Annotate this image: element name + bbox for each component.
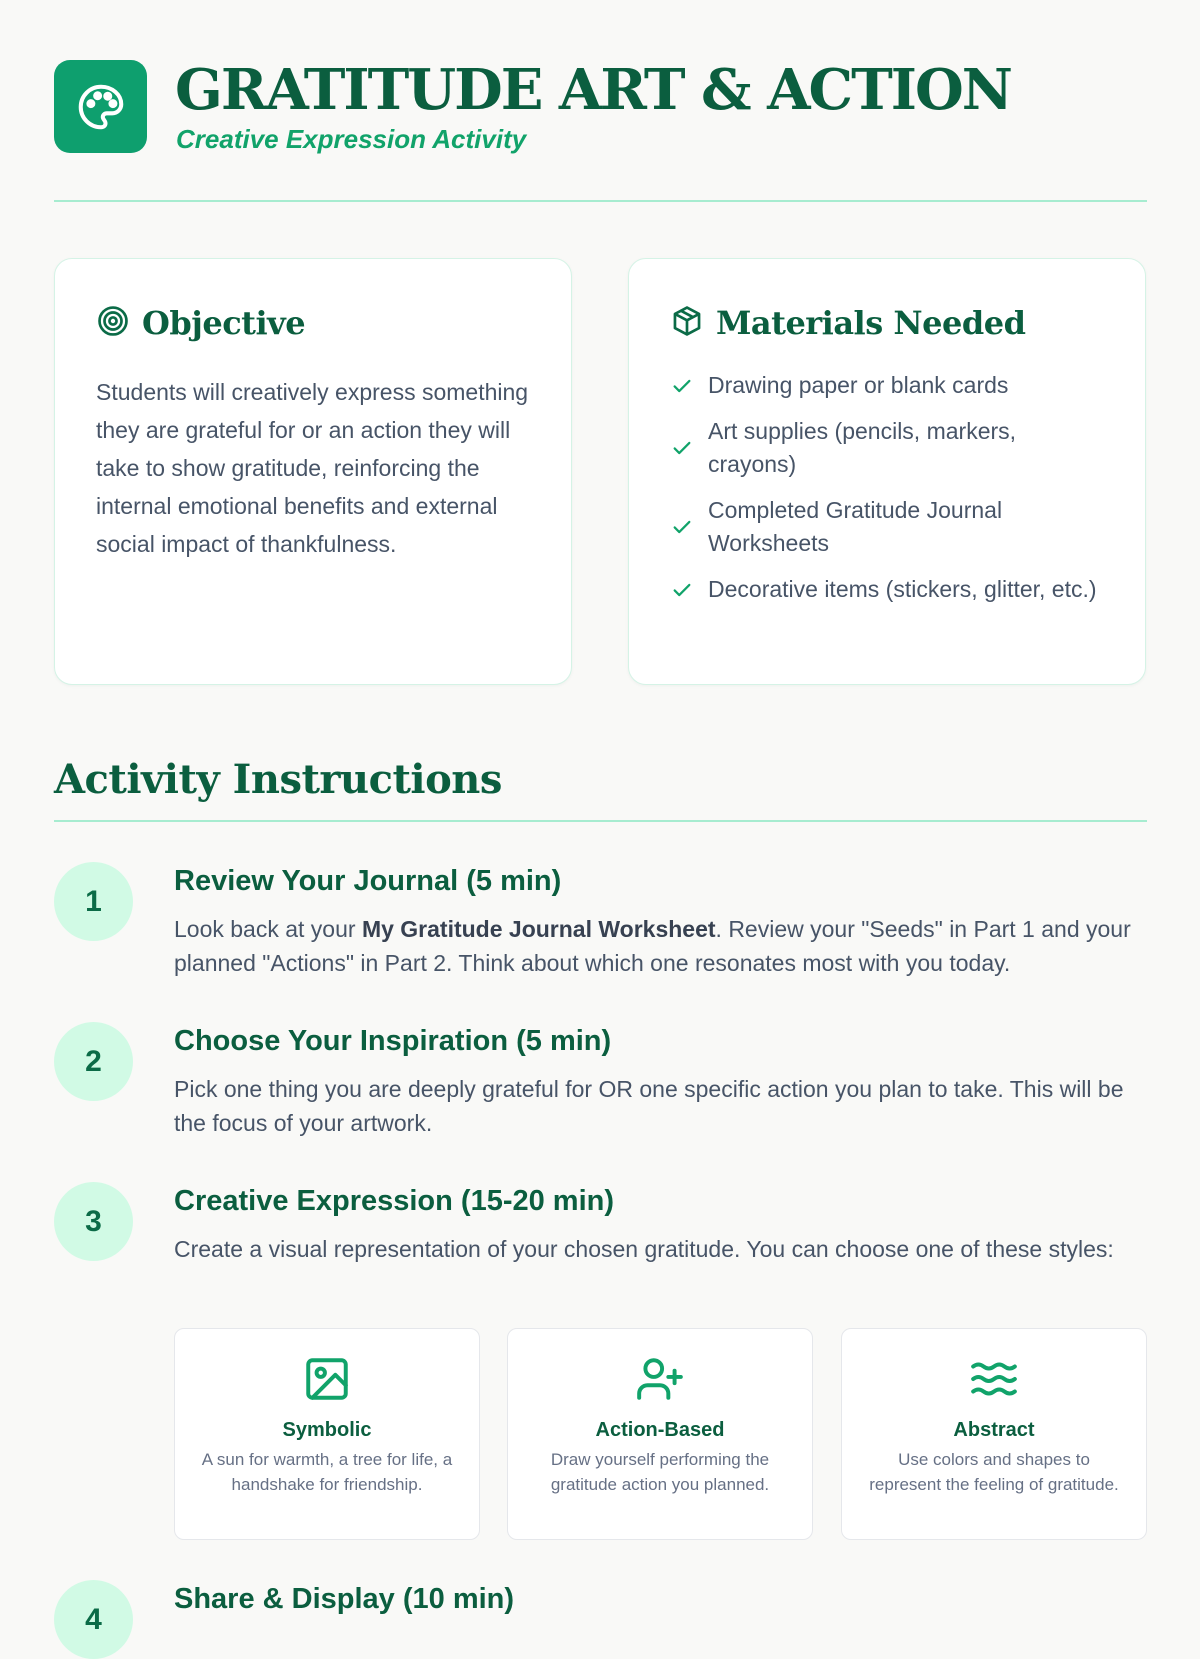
style-card-action-based: [507, 1328, 813, 1540]
materials-card: [628, 258, 1146, 685]
list-item: [670, 369, 1110, 402]
objective-text: Students will creatively express something they are grateful for or an action they will take to show gratitude, reinforcing the internal emotional benefits and external social impact of thankfulness.: [96, 379, 529, 557]
style-card-abstract: [841, 1328, 1147, 1540]
materials-header: [670, 303, 1025, 343]
step-number: 3: [54, 1182, 133, 1261]
check-icon: [670, 578, 694, 602]
step-number: 2: [54, 1022, 133, 1101]
material-label: Drawing paper or blank cards: [708, 372, 1009, 398]
step-number: 1: [54, 862, 133, 941]
style-name: Symbolic: [282, 1419, 372, 1441]
objective-header: [96, 303, 305, 343]
materials-title: Materials Needed: [716, 304, 1026, 342]
material-label: Art supplies (pencils, markers, crayons): [708, 418, 1017, 477]
style-description: Draw yourself performing the gratitude action you planned.: [550, 1450, 770, 1494]
box-icon: [670, 304, 704, 343]
header-divider: [54, 200, 1147, 202]
material-label: Decorative items (stickers, glitter, etc.): [708, 576, 1097, 602]
style-description: A sun for warmth, a tree for life, a handshake for friendship.: [201, 1450, 453, 1494]
objective-title: Objective: [142, 304, 306, 342]
step-title: Share & Display (10 min): [174, 1583, 515, 1615]
list-item: [670, 573, 1110, 606]
style-name: Action-Based: [595, 1419, 725, 1441]
materials-list: [670, 369, 1110, 619]
list-item: [670, 415, 1110, 481]
waves-icon: [842, 1353, 1146, 1405]
step-number: 4: [54, 1580, 133, 1659]
palette-icon: [54, 60, 147, 153]
step-title: Creative Expression (15-20 min): [174, 1185, 615, 1217]
step-description: Create a visual representation of your chosen gratitude. You can choose one of these styles:: [174, 1236, 1114, 1262]
list-item: [670, 494, 1110, 560]
page-title: GRATITUDE ART & ACTION: [175, 57, 1011, 123]
step-title: Choose Your Inspiration (5 min): [174, 1025, 612, 1057]
check-icon: [670, 436, 694, 460]
step-description: Pick one thing you are deeply grateful for OR one specific action you plan to take. This will be the focus of your artwork.: [174, 1076, 1124, 1136]
step-description: Look back at your My Gratitude Journal Worksheet. Review your "Seeds" in Part 1 and your planned "Actions" in Part 2. Think about which one resonates most with you today.: [174, 916, 1131, 976]
style-card-symbolic: [174, 1328, 480, 1540]
page-header: [54, 57, 1147, 160]
check-icon: [670, 515, 694, 539]
style-options: [174, 1328, 1147, 1540]
objective-card: [54, 258, 572, 685]
user-plus-icon: [508, 1353, 812, 1405]
target-icon: [96, 304, 130, 343]
page-subtitle: Creative Expression Activity: [176, 124, 527, 154]
section-title: Activity Instructions: [54, 756, 502, 803]
style-name: Abstract: [953, 1419, 1035, 1441]
section-divider: [54, 820, 1147, 822]
step-title: Review Your Journal (5 min): [174, 865, 562, 897]
material-label: Completed Gratitude Journal Worksheets: [708, 497, 1003, 556]
check-icon: [670, 374, 694, 398]
image-icon: [175, 1353, 479, 1405]
style-description: Use colors and shapes to represent the feeling of gratitude.: [869, 1450, 1119, 1494]
